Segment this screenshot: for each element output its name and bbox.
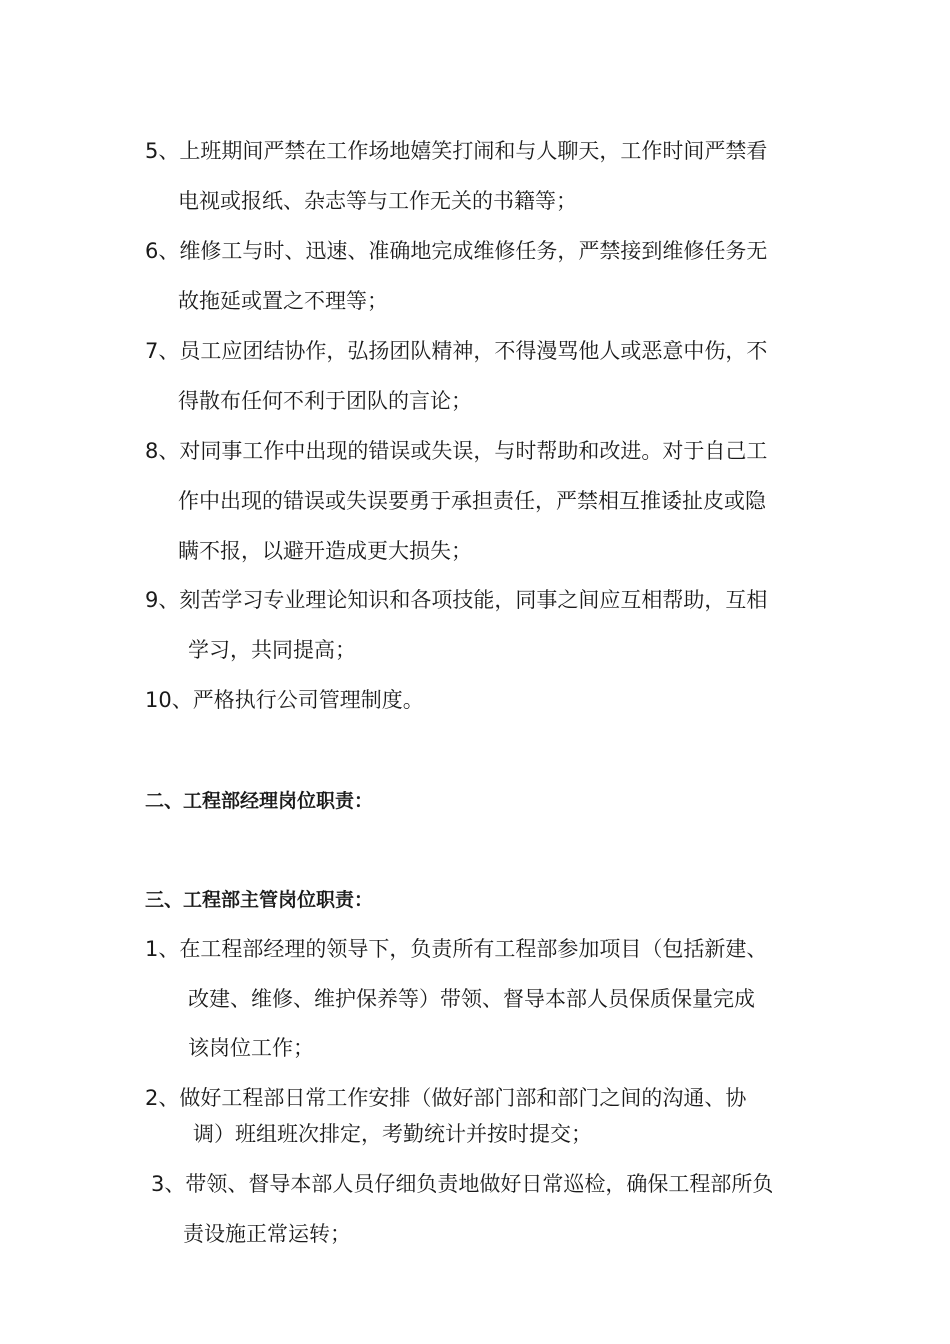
- item-7-line-1: 7、员工应团结协作，弘扬团队精神，不得漫骂他人或恶意中伤，不: [145, 339, 768, 363]
- duty-1-line-3: 该岗位工作；: [188, 1036, 314, 1060]
- section-3-heading: 三、工程部主管岗位职责：: [145, 889, 374, 911]
- item-6-line-2: 故拖延或置之不理等；: [178, 289, 388, 313]
- duty-3-line-1: 3、带领、督导本部人员仔细负责地做好日常巡检，确保工程部所负: [151, 1172, 774, 1196]
- item-10-line-1: 10、严格执行公司管理制度。: [145, 688, 424, 712]
- item-8-line-1: 8、对同事工作中出现的错误或失误，与时帮助和改进。对于自己工: [145, 439, 768, 463]
- item-8-line-2: 作中出现的错误或失误要勇于承担责任，严禁相互推诿扯皮或隐: [178, 489, 766, 513]
- item-8-line-3: 瞒不报，以避开造成更大损失；: [178, 539, 472, 563]
- item-9-line-1: 9、刻苦学习专业理论知识和各项技能，同事之间应互相帮助，互相: [145, 588, 768, 612]
- duty-3-line-2: 责设施正常运转；: [183, 1222, 351, 1246]
- item-6-line-1: 6、维修工与时、迅速、准确地完成维修任务，严禁接到维修任务无: [145, 239, 768, 263]
- item-5-line-2: 电视或报纸、杂志等与工作无关的书籍等；: [178, 189, 577, 213]
- duty-1-line-1: 1、在工程部经理的领导下，负责所有工程部参加项目（包括新建、: [145, 937, 768, 961]
- item-9-line-2: 学习，共同提高；: [188, 638, 356, 662]
- section-2-heading: 二、工程部经理岗位职责：: [145, 790, 374, 812]
- item-7-line-2: 得散布任何不利于团队的言论；: [178, 389, 472, 413]
- duty-1-line-2: 改建、维修、维护保养等）带领、督导本部人员保质保量完成: [188, 987, 755, 1011]
- duty-2-line-1: 2、做好工程部日常工作安排（做好部门部和部门之间的沟通、协: [145, 1086, 747, 1110]
- duty-2-line-2: 调）班组班次排定，考勤统计并按时提交；: [193, 1122, 592, 1146]
- item-5-line-1: 5、上班期间严禁在工作场地嬉笑打闹和与人聊天，工作时间严禁看: [145, 139, 768, 163]
